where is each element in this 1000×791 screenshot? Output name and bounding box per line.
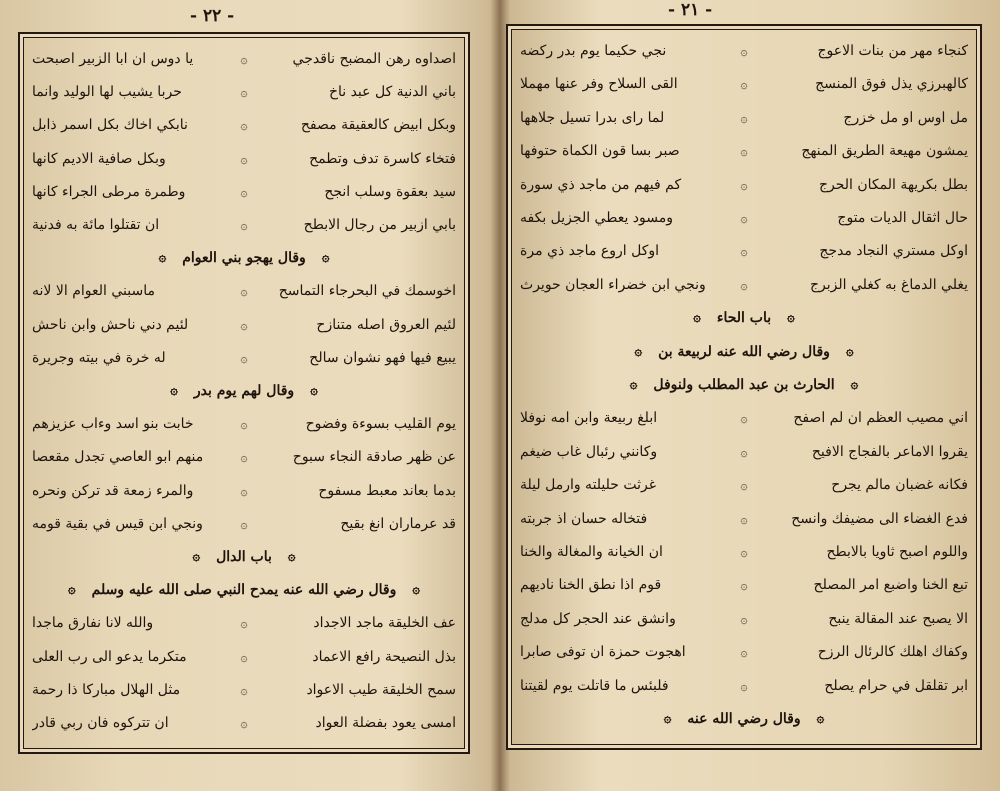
heading-text: باب الدال bbox=[216, 549, 272, 565]
verse-separator-ornament: ۞ bbox=[240, 52, 248, 66]
verse-line bbox=[32, 708, 456, 738]
first-hemistich: بدما بعاند معبط مسفوح bbox=[318, 482, 456, 499]
second-hemistich: غرثت حليلته وارمل ليلة bbox=[520, 477, 657, 494]
verse-line bbox=[32, 44, 456, 74]
verse-line bbox=[32, 77, 456, 107]
verse-separator-ornament: ۞ bbox=[240, 151, 248, 166]
first-hemistich: بطل بكريهة المكان الحرج bbox=[818, 176, 968, 193]
second-hemistich: ونجي ابن قيس في بقية قومه bbox=[32, 515, 203, 532]
second-hemistich: لما راى بدرا تسيل جلاهها bbox=[520, 109, 665, 126]
ornament-star: ۞ bbox=[287, 549, 296, 564]
verse-separator-ornament: ۞ bbox=[740, 611, 748, 626]
first-hemistich: فدع الغضاء الى مضيفك وانسح bbox=[791, 510, 968, 527]
verse-line bbox=[32, 509, 456, 539]
first-hemistich: يمشون مهيعة الطريق المنهج bbox=[801, 143, 968, 160]
verse-separator-ornament: ۞ bbox=[740, 177, 748, 192]
verse-line bbox=[520, 637, 968, 667]
second-hemistich: القى السلاح وفر عنها مهملا bbox=[520, 76, 678, 93]
first-hemistich: يوم القليب بسوءة وفضوح bbox=[305, 416, 456, 433]
verse-line bbox=[520, 170, 968, 200]
ornament-star: ۞ bbox=[816, 711, 825, 726]
verse-separator-ornament: ۞ bbox=[240, 317, 248, 332]
second-hemistich: خابت بنو اسد وءاب عزيزهم bbox=[32, 416, 194, 433]
verse-separator-ornament: ۞ bbox=[240, 218, 248, 232]
first-hemistich: وكفاك اهلك كالرئال الرزح bbox=[817, 644, 968, 661]
verse-separator-ornament: ۞ bbox=[740, 444, 748, 459]
section-heading bbox=[520, 704, 968, 734]
second-hemistich: وكانني رئبال غاب ضيغم bbox=[520, 443, 658, 460]
second-hemistich: ونجي ابن خضراء العجان حويرث bbox=[520, 276, 706, 293]
verse-line bbox=[32, 276, 456, 306]
heading-text: وقال يهجو بني العوام bbox=[182, 250, 306, 267]
second-hemistich: صبر بسا قون الكماة حتوفها bbox=[520, 143, 680, 160]
verse-separator-ornament: ۞ bbox=[240, 450, 248, 465]
second-hemistich: قوم اذا نطق الخنا ناديهم bbox=[520, 577, 662, 594]
ornament-star: ۞ bbox=[845, 343, 854, 359]
verse-line bbox=[32, 608, 456, 638]
verse-line bbox=[520, 470, 968, 500]
second-hemistich: والله لانا نفارق ماجدا bbox=[32, 615, 154, 632]
second-hemistich: ان تتركوه فان ربي قادر bbox=[32, 715, 169, 731]
first-hemistich: كالهبرزي يذل فوق المنسج bbox=[815, 76, 968, 93]
first-hemistich: بذل النصيحة رافع الاعماد bbox=[312, 648, 456, 665]
page-border bbox=[18, 32, 470, 754]
first-hemistich: فتخاء كاسرة تدف وتطمح bbox=[309, 150, 456, 167]
verse-separator-ornament: ۞ bbox=[740, 478, 748, 493]
ornament-star: ۞ bbox=[192, 549, 201, 564]
first-hemistich: اني مصيب العظم ان لم اصفح bbox=[793, 410, 968, 427]
section-heading bbox=[520, 337, 968, 367]
second-hemistich: ابلغ ربيعة وابن امه نوفلا bbox=[520, 410, 658, 427]
second-hemistich: والمرء زمعة قد تركن ونحره bbox=[32, 482, 194, 499]
first-hemistich: مل اوس او مل خزرج bbox=[843, 109, 968, 126]
verse-separator-ornament: ۞ bbox=[740, 44, 748, 58]
second-hemistich: نابكي اخاك بكل اسمر ذابل bbox=[32, 117, 188, 134]
verse-line bbox=[520, 203, 968, 233]
second-hemistich: متكرما يدعو الى رب العلى bbox=[32, 648, 187, 665]
first-hemistich: اصداوه رهن المضبح ناقدجي bbox=[292, 51, 456, 67]
ornament-star: ۞ bbox=[158, 250, 167, 266]
first-hemistich: الا يصبح عند المقالة ينبح bbox=[828, 610, 968, 627]
page-number: - ٢١ - bbox=[668, 0, 713, 20]
heading-text: الحارث بن عبد المطلب ولنوفل bbox=[653, 377, 835, 393]
verse-line bbox=[32, 442, 456, 472]
verse-separator-ornament: ۞ bbox=[240, 85, 248, 100]
verse-separator-ornament: ۞ bbox=[240, 350, 248, 365]
verse-line bbox=[32, 675, 456, 705]
verse-block bbox=[32, 44, 456, 742]
verse-line bbox=[32, 210, 456, 240]
section-heading bbox=[520, 303, 968, 333]
section-heading bbox=[32, 575, 456, 605]
section-heading bbox=[32, 542, 456, 572]
second-hemistich: نجي حكيما يوم بدر ركضه bbox=[520, 43, 667, 59]
first-hemistich: امسى يعود بفضلة العواد bbox=[315, 715, 456, 731]
ornament-star: ۞ bbox=[693, 310, 701, 326]
verse-line bbox=[520, 69, 968, 99]
page-number: - ٢٢ - bbox=[190, 6, 235, 26]
first-hemistich: اوكل مستري النجاد مدجج bbox=[819, 243, 968, 260]
second-hemistich: وطمرة مرطى الجراء كانها bbox=[32, 183, 186, 200]
verse-line bbox=[520, 570, 968, 600]
verse-line bbox=[32, 409, 456, 439]
page-border bbox=[506, 24, 982, 750]
first-hemistich: اخوسمك في البحرجاء التماسح bbox=[278, 283, 456, 300]
second-hemistich: ان الخيانة والمغالة والخنا bbox=[520, 544, 663, 560]
verse-line bbox=[32, 177, 456, 207]
verse-line bbox=[520, 270, 968, 300]
verse-separator-ornament: ۞ bbox=[240, 184, 248, 199]
verse-separator-ornament: ۞ bbox=[240, 118, 248, 133]
page-22 bbox=[0, 0, 492, 791]
ornament-star: ۞ bbox=[68, 582, 76, 598]
heading-text: باب الحاء bbox=[716, 310, 772, 327]
first-hemistich: وبكل ابيض كالعقيقة مصفح bbox=[300, 117, 456, 134]
heading-text: وقال رضي الله عنه bbox=[687, 711, 801, 727]
verse-line bbox=[32, 310, 456, 340]
verse-separator-ornament: ۞ bbox=[240, 716, 248, 730]
second-hemistich: له خرة في بيته وجريرة bbox=[32, 349, 166, 366]
second-hemistich: ومسود يعطي الجزيل بكفه bbox=[520, 210, 674, 226]
verse-separator-ornament: ۞ bbox=[740, 277, 748, 292]
second-hemistich: اهجوت حمزة ان توفى صابرا bbox=[520, 644, 686, 661]
verse-separator-ornament: ۞ bbox=[740, 110, 748, 125]
first-hemistich: سيد بعقوة وسلب انجح bbox=[324, 183, 456, 200]
first-hemistich: ابر تقلقل في حرام يصلح bbox=[824, 677, 968, 694]
ornament-star: ۞ bbox=[663, 711, 672, 726]
verse-separator-ornament: ۞ bbox=[740, 678, 748, 693]
section-heading bbox=[32, 376, 456, 406]
first-hemistich: بابي ازبير من رجال الابطح bbox=[303, 217, 456, 233]
second-hemistich: فلبئس ما قاتلت يوم لقيتنا bbox=[520, 677, 669, 694]
heading-text: وقال رضي الله عنه يمدح النبي صلى الله عليه وسلم bbox=[91, 582, 397, 599]
second-hemistich: اوكل اروع ماجد ذي مرة bbox=[520, 243, 660, 260]
first-hemistich: سمح الخليقة طيب الاعواد bbox=[306, 681, 456, 698]
heading-text: وقال رضي الله عنه لربيعة بن bbox=[658, 343, 830, 360]
verse-line bbox=[32, 476, 456, 506]
second-hemistich: مثل الهلال مباركا ذا رحمة bbox=[32, 681, 181, 698]
ornament-star: ۞ bbox=[412, 582, 421, 598]
second-hemistich: حربا يشيب لها الوليد وانما bbox=[32, 84, 182, 101]
verse-separator-ornament: ۞ bbox=[740, 77, 748, 92]
ornament-star: ۞ bbox=[321, 250, 330, 266]
first-hemistich: عف الخليقة ماجد الاجداد bbox=[313, 615, 456, 632]
first-hemistich: يقروا الاماعر بالفجاج الافيح bbox=[811, 443, 968, 460]
verse-separator-ornament: ۞ bbox=[240, 483, 248, 498]
verse-separator-ornament: ۞ bbox=[240, 417, 248, 432]
second-hemistich: لئيم دني ناحش وابن ناحش bbox=[32, 316, 189, 333]
verse-line bbox=[32, 110, 456, 140]
verse-line bbox=[520, 504, 968, 534]
verse-separator-ornament: ۞ bbox=[740, 578, 748, 593]
ornament-star: ۞ bbox=[170, 383, 178, 398]
verse-separator-ornament: ۞ bbox=[240, 682, 248, 697]
first-hemistich: باني الدنية كل عبد ناخ bbox=[328, 84, 456, 101]
second-hemistich: فتخاله حسان اذ جربته bbox=[520, 510, 648, 527]
verse-separator-ornament: ۞ bbox=[740, 545, 748, 559]
ornament-star: ۞ bbox=[310, 383, 318, 398]
verse-separator-ornament: ۞ bbox=[740, 645, 748, 660]
verse-separator-ornament: ۞ bbox=[740, 511, 748, 526]
first-hemistich: لئيم العروق اصله متنازح bbox=[316, 316, 456, 333]
verse-separator-ornament: ۞ bbox=[240, 516, 248, 531]
verse-line bbox=[32, 144, 456, 174]
verse-separator-ornament: ۞ bbox=[740, 211, 748, 225]
verse-line bbox=[32, 343, 456, 373]
ornament-star: ۞ bbox=[629, 377, 638, 392]
first-hemistich: فكانه غضبان مالم يجرح bbox=[831, 477, 968, 494]
first-hemistich: تبع الخنا واضبع امر المصلح bbox=[813, 577, 968, 594]
heading-text: وقال لهم يوم بدر bbox=[193, 383, 295, 399]
verse-separator-ornament: ۞ bbox=[740, 244, 748, 259]
verse-block bbox=[520, 36, 968, 738]
section-heading bbox=[32, 243, 456, 273]
verse-line bbox=[520, 36, 968, 66]
first-hemistich: عن ظهر صادقة النجاء سبوح bbox=[292, 449, 456, 466]
verse-line bbox=[520, 437, 968, 467]
page-21 bbox=[500, 0, 1000, 791]
verse-line bbox=[520, 537, 968, 567]
verse-line bbox=[520, 136, 968, 166]
second-hemistich: وبكل صافية الاديم كانها bbox=[32, 150, 166, 167]
first-hemistich: حال اثقال الديات متوج bbox=[837, 210, 968, 226]
verse-line bbox=[520, 604, 968, 634]
verse-line bbox=[520, 103, 968, 133]
ornament-star: ۞ bbox=[634, 343, 643, 359]
second-hemistich: منهم ابو العاصي تجدل مقعصا bbox=[32, 449, 204, 466]
second-hemistich: كم فيهم من ماجد ذي سورة bbox=[520, 176, 682, 193]
verse-line bbox=[32, 642, 456, 672]
verse-line bbox=[520, 671, 968, 701]
first-hemistich: واللوم اصبح ثاويا بالابطح bbox=[826, 544, 968, 560]
first-hemistich: كنجاء مهر من بنات الاعوج bbox=[817, 43, 968, 59]
first-hemistich: قد عرماران انغ بقيح bbox=[340, 515, 456, 532]
verse-line bbox=[520, 403, 968, 433]
verse-separator-ornament: ۞ bbox=[240, 284, 248, 299]
verse-line bbox=[520, 236, 968, 266]
verse-separator-ornament: ۞ bbox=[240, 616, 248, 631]
ornament-star: ۞ bbox=[850, 377, 859, 392]
verse-separator-ornament: ۞ bbox=[740, 411, 748, 426]
first-hemistich: يغلي الدماغ به كغلي الزبرج bbox=[809, 276, 968, 293]
first-hemistich: يبيع فيها فهو نشوان سالح bbox=[309, 349, 456, 366]
section-heading bbox=[520, 370, 968, 400]
ornament-star: ۞ bbox=[787, 310, 795, 326]
verse-separator-ornament: ۞ bbox=[740, 144, 748, 159]
second-hemistich: يا دوس ان ابا الزبير اصبحت bbox=[32, 51, 194, 67]
verse-separator-ornament: ۞ bbox=[240, 649, 248, 664]
second-hemistich: وانشق عند الحجر كل مدلج bbox=[520, 610, 676, 627]
second-hemistich: ماسبني العوام الا لانه bbox=[32, 283, 155, 300]
second-hemistich: ان تقتلوا مائة به فدنية bbox=[32, 217, 160, 233]
